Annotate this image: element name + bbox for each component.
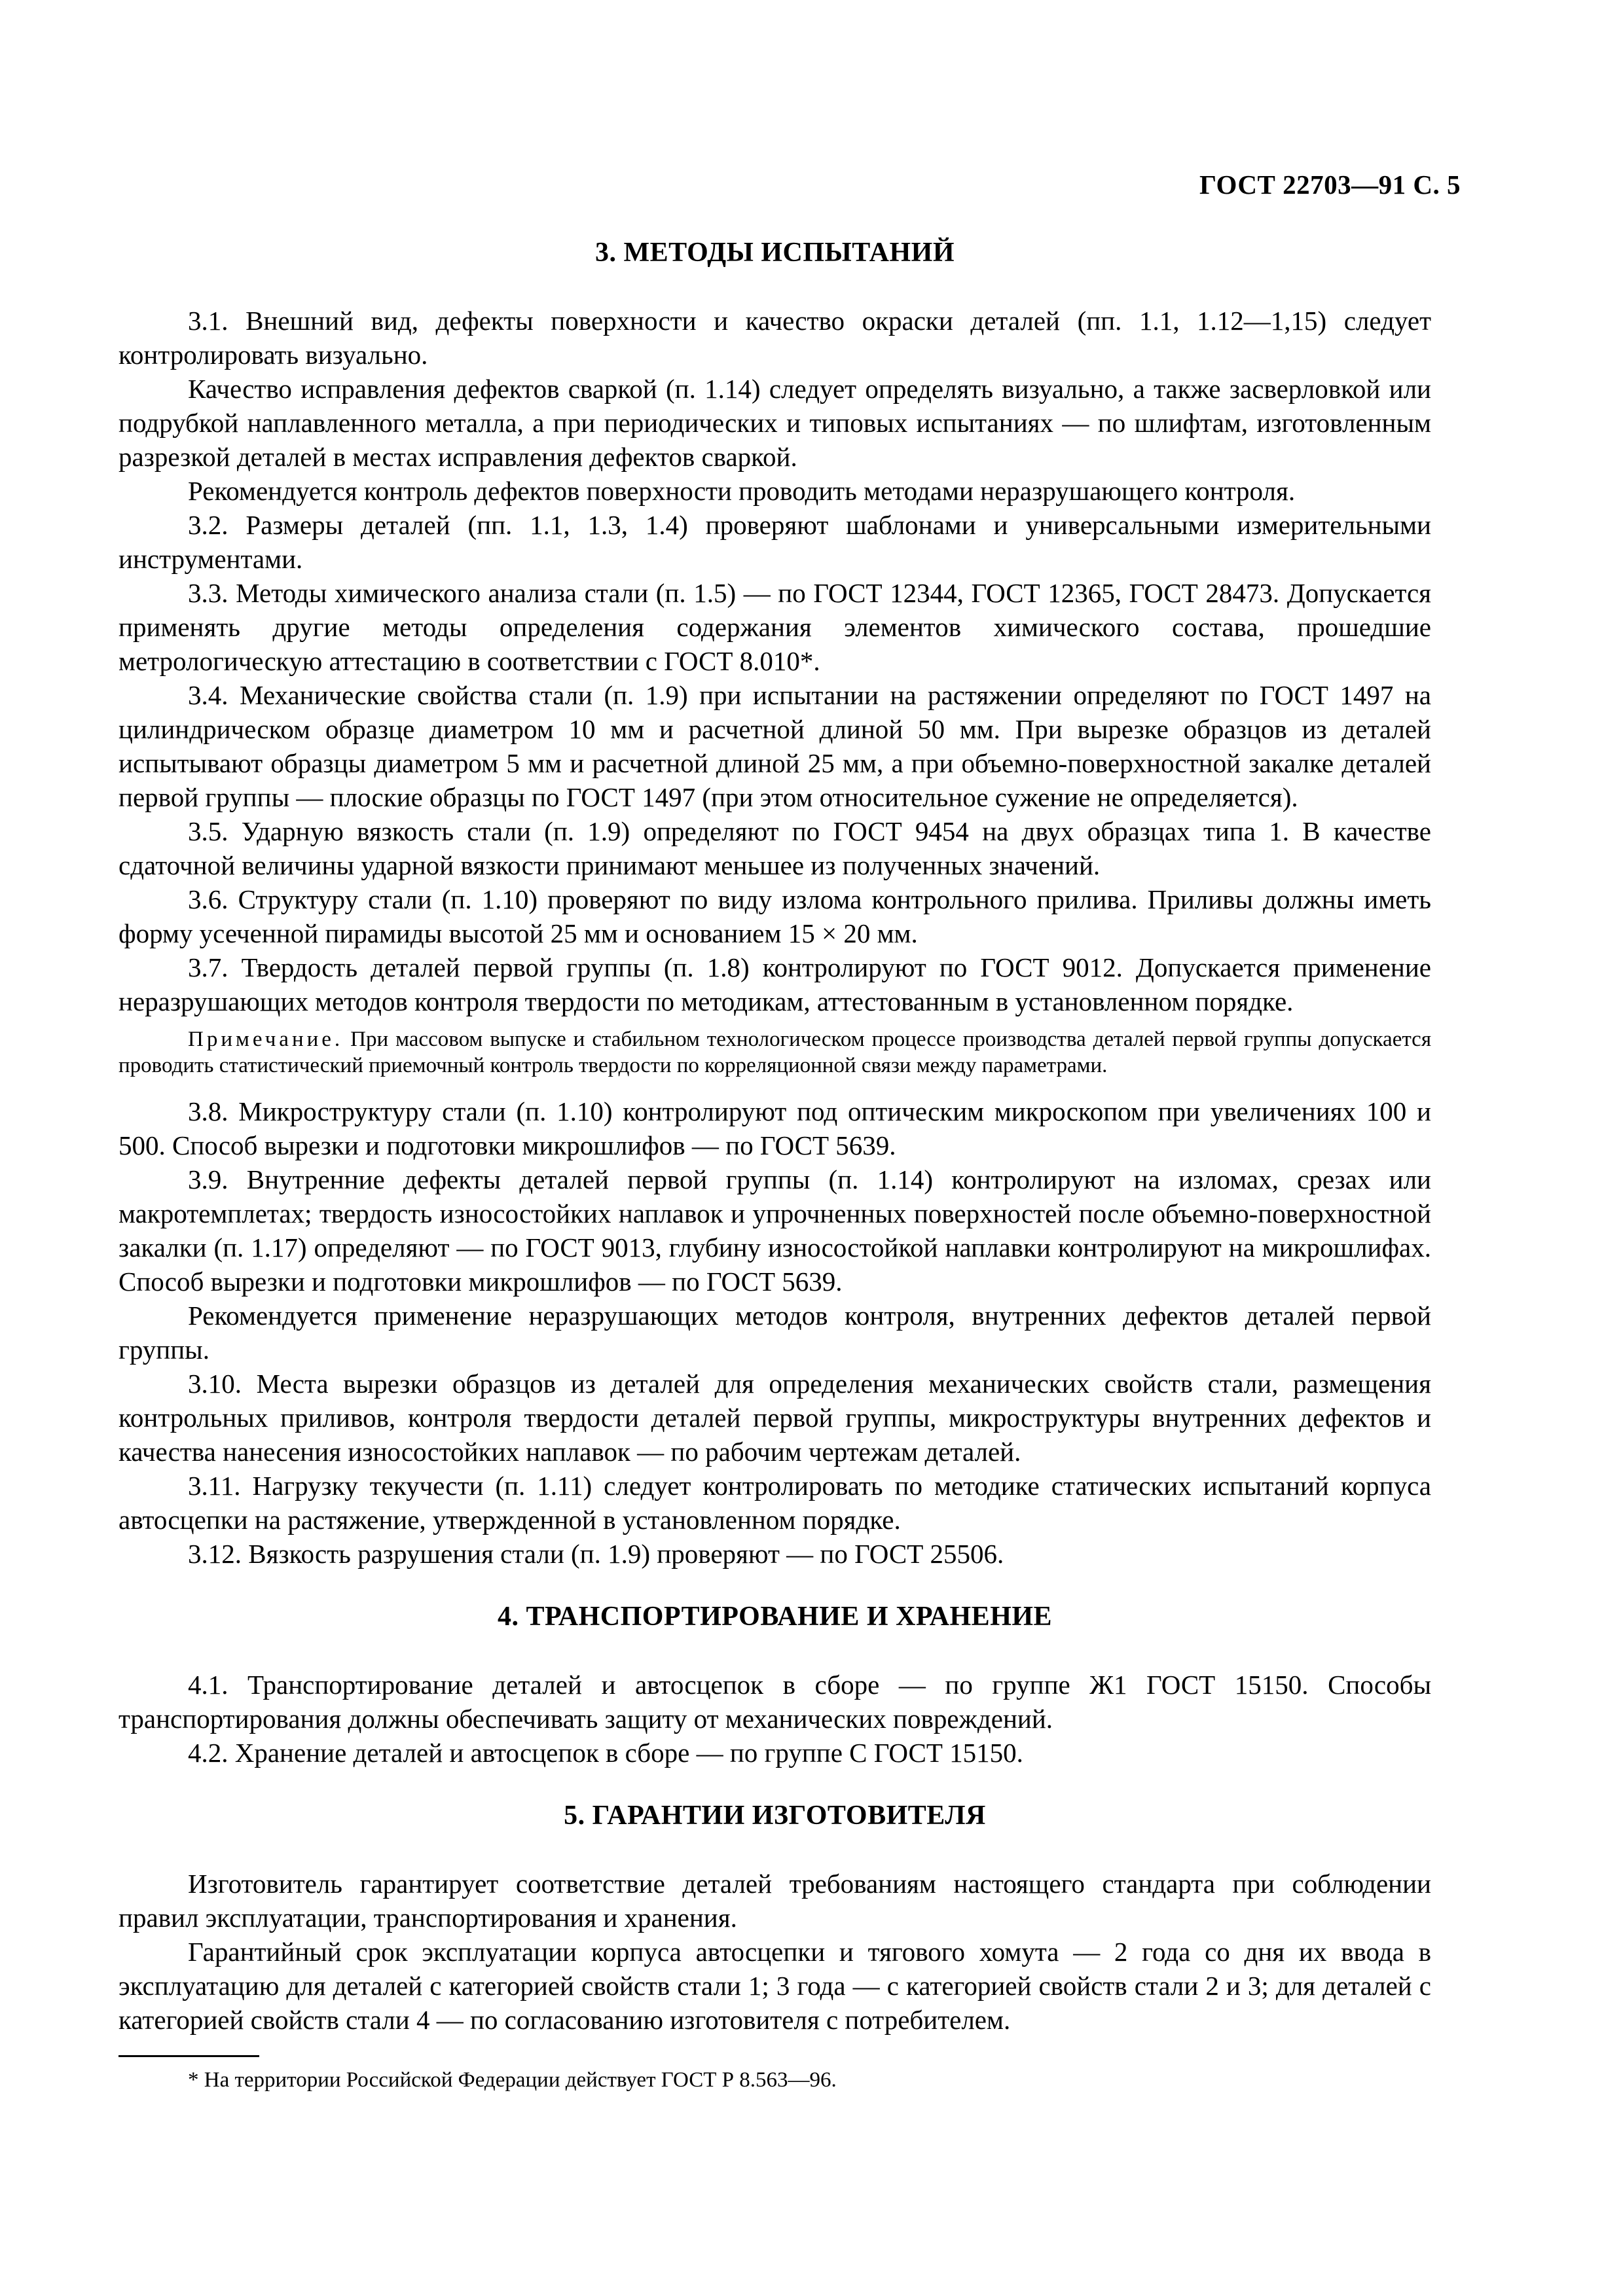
paragraph-3-1: 3.1. Внешний вид, дефекты поверхности и качество окраски деталей (пп. 1.1, 1.12—1,15) следует контролировать визуально. — [119, 306, 1431, 370]
paragraph-3-9-recommendation: Рекомендуется применение неразрушающих методов контроля, внутренних дефектов деталей первой группы. — [119, 1300, 1431, 1365]
paragraph-3-8: 3.8. Микроструктуру стали (п. 1.10) контролируют под оптическим микроскопом при увеличениях 100 и 500. Способ вырезки и подготовки микрошлифов — по ГОСТ 5639. — [119, 1096, 1431, 1160]
note-text: При массовом выпуске и стабильном технологическом процессе производства деталей первой группы допускается проводить статистический приемочный контроль твердости по корреляционной связи между параметрами. — [119, 1028, 1431, 1077]
footnote: * На территории Российской Федерации действует ГОСТ Р 8.563—96. — [188, 2068, 837, 2092]
section-heading-4: 4. ТРАНСПОРТИРОВАНИЕ И ХРАНЕНИЕ — [497, 1602, 1053, 1632]
paragraph-3-3: 3.3. Методы химического анализа стали (п. 1.5) — по ГОСТ 12344, ГОСТ 12365, ГОСТ 28473. Допускается применять другие методы определения содержания элементов химического состава, прошедшие метрологическую аттестацию в соответствии с ГОСТ 8.010*. — [119, 578, 1431, 676]
section-heading-5: 5. ГАРАНТИИ ИЗГОТОВИТЕЛЯ — [564, 1801, 986, 1831]
paragraph-3-4: 3.4. Механические свойства стали (п. 1.9) при испытании на растяжении определяют по ГОСТ 1497 на цилиндрическом образце диаметром 10 мм и расчетной длиной 50 мм. При вырезке образцов из деталей испытывают образцы диаметром 5 мм и расчетной длиной 25 мм, а при объемно-поверхностной закалке деталей первой группы — плоские образцы по ГОСТ 1497 (при этом относительное сужение не определяется). — [119, 680, 1431, 812]
footnote-divider — [119, 2055, 259, 2057]
paragraph-3-9: 3.9. Внутренние дефекты деталей первой группы (п. 1.14) контролируют на изломах, срезах или макротемплетах; твердость износостойких наплавок и упрочненных поверхностей после объемно-поверхностной закалки (п. 1.17) определяют — по ГОСТ 9013, глубину износостойкой наплавки контролируют на микрошлифах. Способ вырезки и подготовки микрошлифов — по ГОСТ 5639. — [119, 1164, 1431, 1297]
paragraph-5-term: Гарантийный срок эксплуатации корпуса автосцепки и тягового хомута — 2 года со дня их ввода в эксплуатацию для деталей с категорией свойств стали 1; 3 года — с категорией свойств стали 2 и 3; для деталей с категорией свойств стали 4 — по согласованию изготовителя с потребителем. — [119, 1937, 1431, 2035]
paragraph-5-warranty: Изготовитель гарантирует соответствие деталей требованиям настоящего стандарта при соблюдении правил эксплуатации, транспортирования и хранения. — [119, 1869, 1431, 1933]
note-block — [119, 1026, 1431, 1079]
page-header-doc-id: ГОСТ 22703—91 С. 5 — [1199, 170, 1461, 200]
note-label: Примечание. — [188, 1028, 344, 1051]
paragraph-3-5: 3.5. Ударную вязкость стали (п. 1.9) определяют по ГОСТ 9454 на двух образцах типа 1. В качестве сдаточной величины ударной вязкости принимают меньшее из полученных значений. — [119, 816, 1431, 880]
paragraph-3-6: 3.6. Структуру стали (п. 1.10) проверяют по виду излома контрольного прилива. Приливы должны иметь форму усеченной пирамиды высотой 25 мм и основанием 15 × 20 мм. — [119, 884, 1431, 948]
paragraph-3-2: 3.2. Размеры деталей (пп. 1.1, 1.3, 1.4) проверяют шаблонами и универсальными измерительными инструментами. — [119, 510, 1431, 574]
paragraph-3-11: 3.11. Нагрузку текучести (п. 1.11) следует контролировать по методике статических испытаний корпуса автосцепки на растяжение, утвержденной в установленном порядке. — [119, 1471, 1431, 1535]
paragraph-3-1-repair: Качество исправления дефектов сваркой (п. 1.14) следует определять визуально, а также засверловкой или подрубкой наплавленного металла, а при периодических и типовых испытаниях — по шлифтам, изготовленным разрезкой деталей в местах исправления дефектов сваркой. — [119, 374, 1431, 472]
section-heading-3: 3. МЕТОДЫ ИСПЫТАНИЙ — [595, 238, 955, 268]
paragraph-3-12: 3.12. Вязкость разрушения стали (п. 1.9) проверяют — по ГОСТ 25506. — [188, 1539, 1004, 1569]
paragraph-3-7: 3.7. Твердость деталей первой группы (п. 1.8) контролируют по ГОСТ 9012. Допускается применение неразрушающих методов контроля твердости по методикам, аттестованным в установленном порядке. — [119, 952, 1431, 1016]
paragraph-3-1-recommendation: Рекомендуется контроль дефектов поверхности проводить методами неразрушающего контроля. — [188, 476, 1296, 506]
paragraph-4-2: 4.2. Хранение деталей и автосцепок в сборе — по группе С ГОСТ 15150. — [188, 1738, 1023, 1768]
paragraph-4-1: 4.1. Транспортирование деталей и автосцепок в сборе — по группе Ж1 ГОСТ 15150. Способы транспортирования должны обеспечивать защиту от механических повреждений. — [119, 1670, 1431, 1734]
paragraph-3-10: 3.10. Места вырезки образцов из деталей для определения механических свойств стали, размещения контрольных приливов, контроля твердости деталей первой группы, микроструктуры внутренних дефектов и качества нанесения износостойких наплавок — по рабочим чертежам деталей. — [119, 1369, 1431, 1467]
document-body — [119, 236, 1431, 2094]
